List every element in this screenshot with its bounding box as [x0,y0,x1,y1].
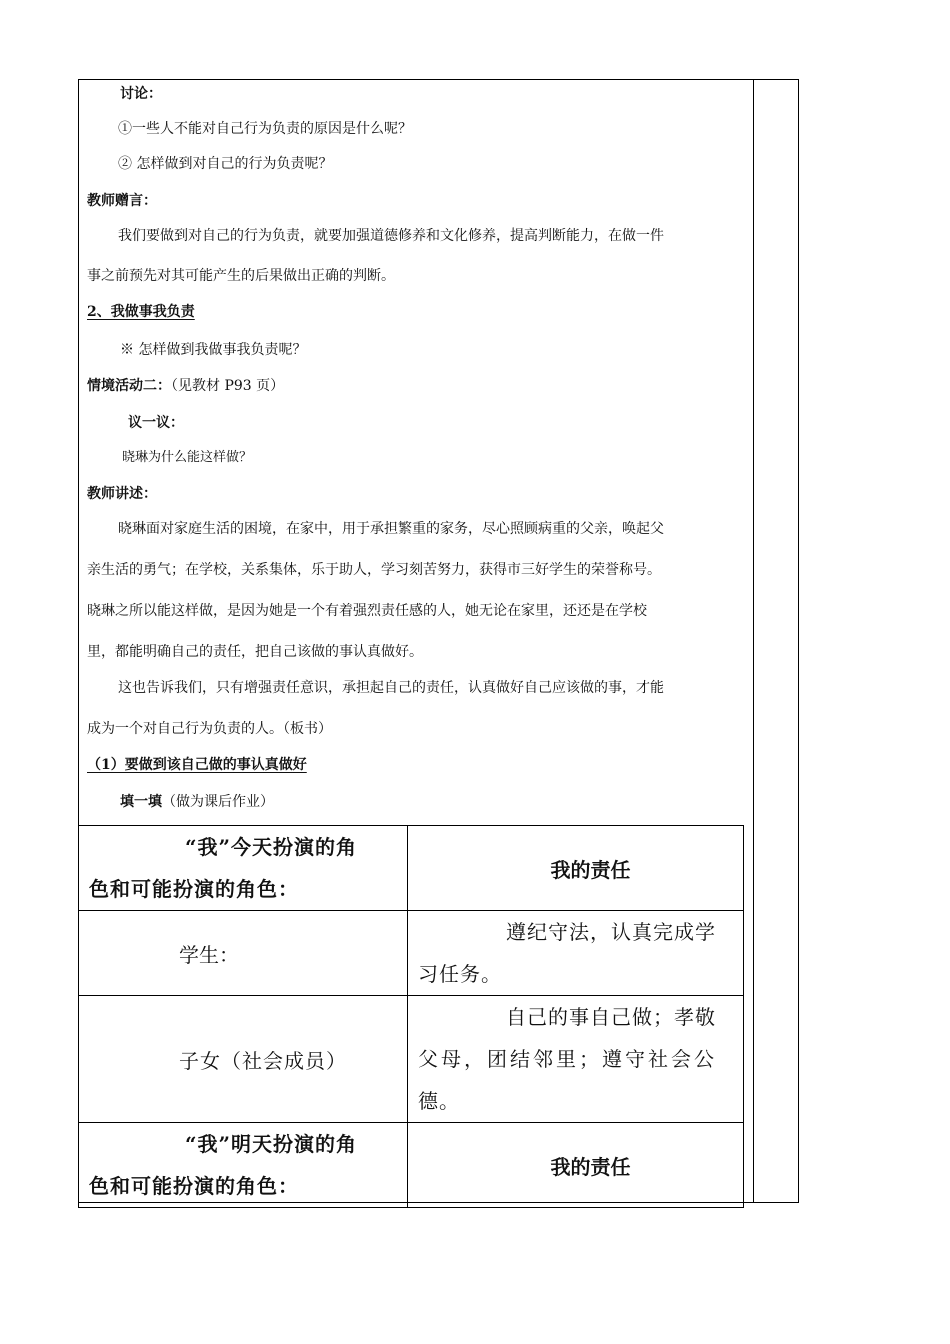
section-heading: 2、我做事我负责 [87,304,195,320]
fill-note: （做为课后作业） [162,794,274,810]
teacher-talk-label: 教师讲述： [87,486,157,502]
discussion-question-2: ② 怎样做到对自己的行为负责呢？ [118,156,333,172]
role-child: 子女（社会成员） [179,1048,347,1073]
table-row [79,1123,744,1208]
subsection-heading: （1）要做到该自己做的事认真做好 [87,757,307,773]
activity-label: 情境活动二： [87,378,171,394]
teacher-talk-line: 晓琳之所以能这样做，是因为她是一个有着强烈责任感的人，她无论在家里，还还是在学校 [87,603,647,619]
table-cell [79,911,408,996]
activity-ref: （见教材 P93 页） [171,378,285,394]
table-cell [79,826,408,911]
discuss2-label: 议一议： [128,415,184,431]
student-responsibility: 遵纪守法，认真完成学 习任务。 [418,920,716,986]
discussion-label: 讨论： [120,86,162,102]
teacher-talk-line: 亲生活的勇气；在学校，关系集体，乐于助人，学习刻苦努力，获得市三好学生的荣誉称号。 [87,562,661,578]
fill-label: 填一填 [120,794,162,810]
table-row [79,996,744,1123]
teacher-message-label: 教师赠言： [87,193,157,209]
teacher-message-line-1: 我们要做到对自己的行为负责，就要加强道德修养和文化修养，提高判断能力，在做一件 [118,228,664,244]
role-student: 学生： [179,942,239,967]
teacher-talk-line: 晓琳面对家庭生活的困境，在家中，用于承担繁重的家务，尽心照顾病重的父亲，唤起父 [118,521,664,537]
discuss2-question: 晓琳为什么能这样做？ [122,450,253,465]
discussion-question-1: ①一些人不能对自己行为负责的原因是什么呢？ [118,121,412,137]
section-question: ※ 怎样做到我做事我负责呢？ [120,342,307,358]
table-cell [408,996,744,1123]
activity-line [87,376,284,396]
teacher-message-line-2: 事之前预先对其可能产生的后果做出正确的判断。 [87,268,395,284]
table-cell [79,1123,408,1208]
table-row [79,826,744,911]
teacher-talk-line: 成为一个对自己行为负责的人。（板书） [87,721,332,737]
teacher-talk-line: 里，都能明确自己的责任，把自己该做的事认真做好。 [87,644,423,660]
child-responsibility: 自己的事自己做；孝敬 父母，团结邻里；遵守社会公 德。 [418,1005,717,1113]
table-cell [408,911,744,996]
table-row [79,911,744,996]
column-divider [753,79,754,1203]
teacher-talk-line: 这也告诉我们，只有增强责任意识，承担起自己的责任，认真做好自己应该做的事，才能 [118,680,664,696]
roles-table [78,825,744,1208]
fill-line [120,792,274,812]
responsibility-header: 我的责任 [550,1154,631,1179]
tomorrow-roles-header: “我”明天扮演的角 色和可能扮演的角色： [89,1132,358,1198]
table-cell [408,1123,744,1208]
table-cell [79,996,408,1123]
responsibility-header: 我的责任 [550,857,631,882]
table-cell [408,826,744,911]
today-roles-header: “我”今天扮演的角 色和可能扮演的角色： [89,835,358,901]
